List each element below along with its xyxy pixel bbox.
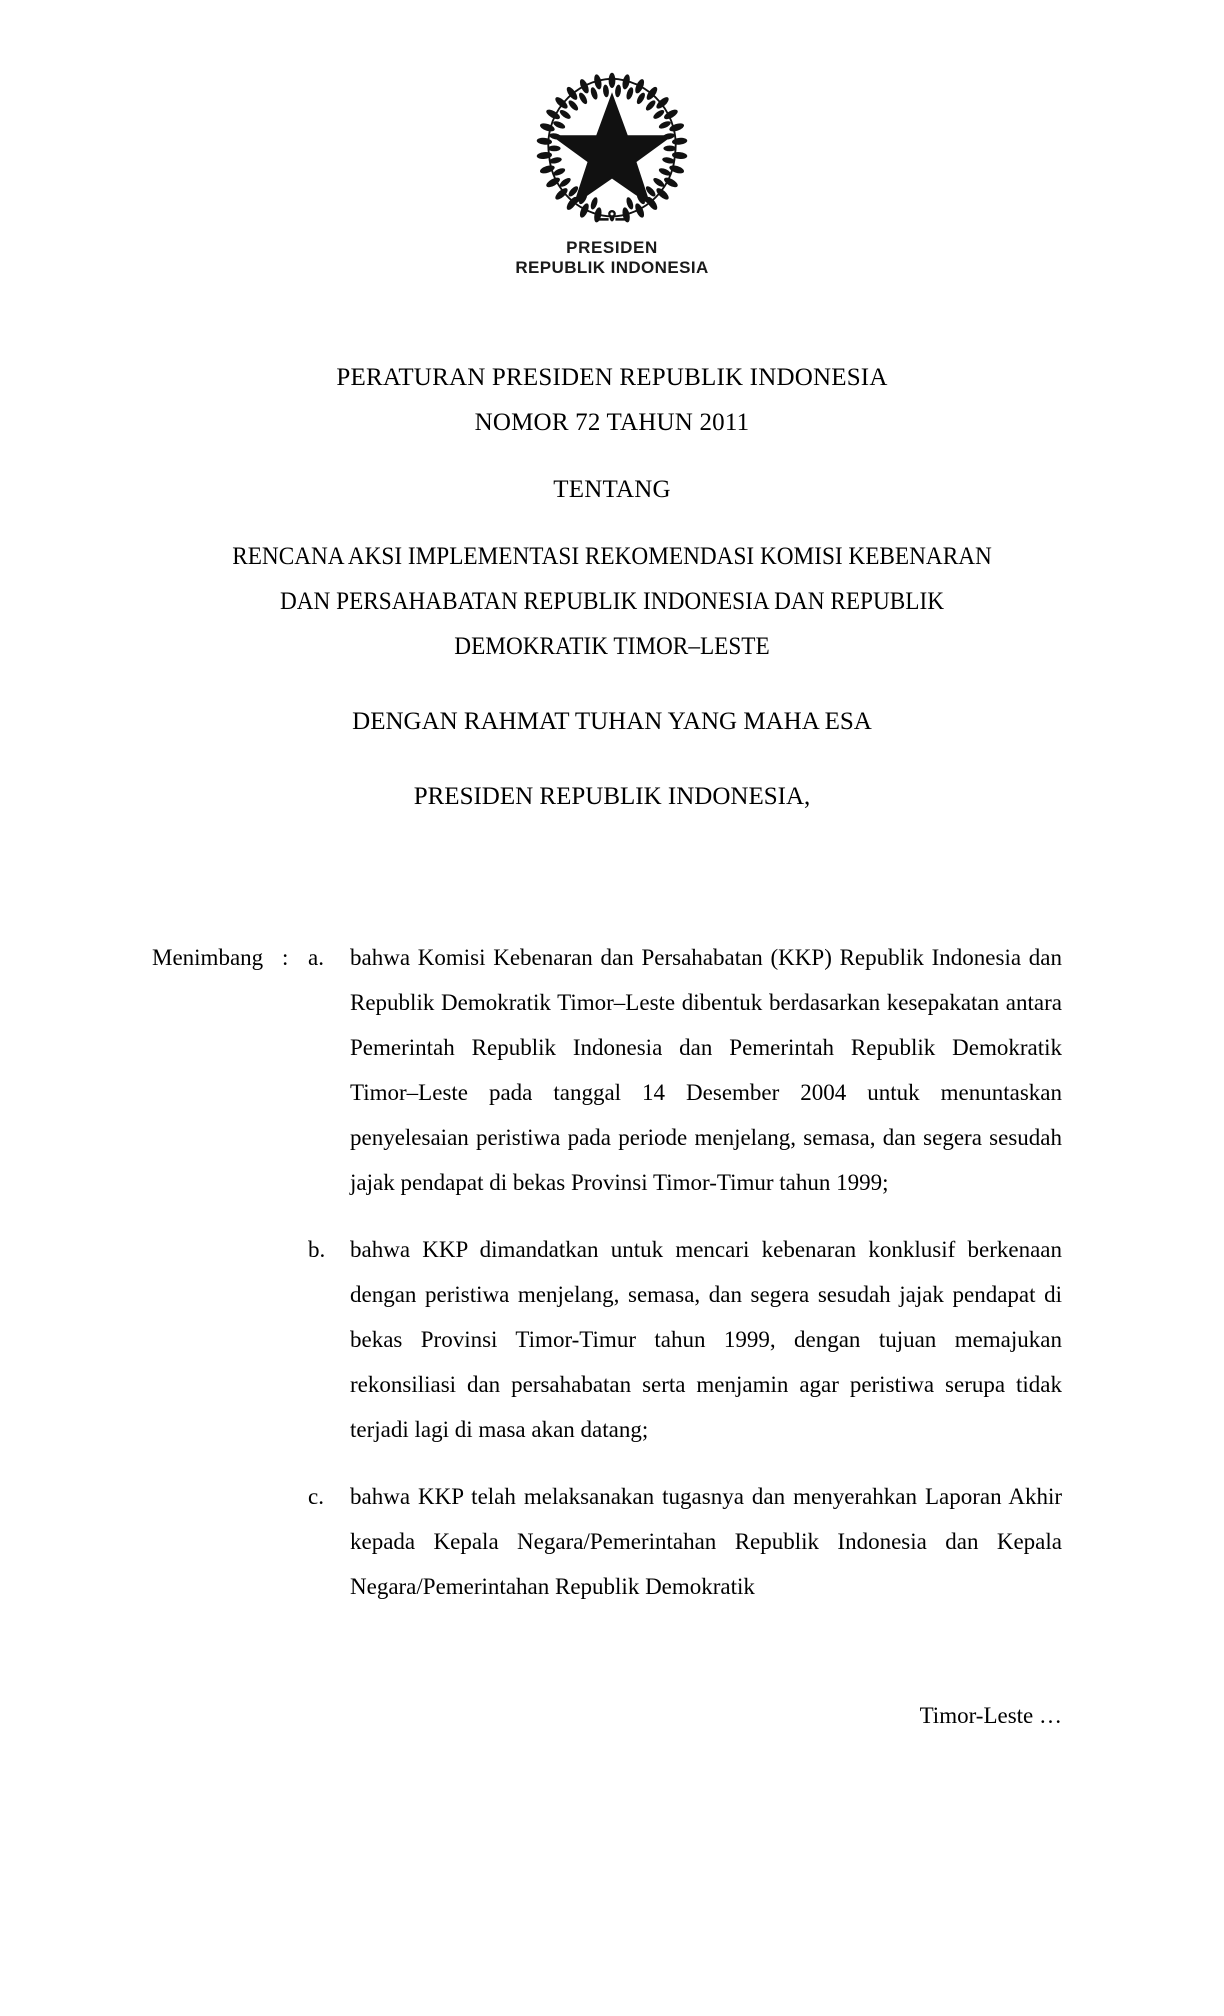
garuda-star-wreath-emblem [527, 60, 697, 230]
menimbang-label: Menimbang [152, 945, 264, 970]
clause-marker-a: a. [308, 945, 324, 970]
masthead-text [0, 238, 1224, 278]
menimbang-item-a [0, 935, 1224, 1205]
spacer [112, 445, 1112, 467]
title-block [112, 355, 1112, 819]
masthead-line-republik-indonesia: REPUBLIK INDONESIA [515, 258, 709, 277]
spacer [112, 512, 1112, 534]
subject-line-2: DAN PERSAHABATAN REPUBLIK INDONESIA DAN REPUBLIK [279, 588, 945, 615]
clause-marker-b: b. [308, 1237, 326, 1262]
masthead-line-presiden: PRESIDEN [566, 238, 658, 257]
clause-text-c: bahwa KKP telah melaksanakan tugasnya dan menyerahkan Laporan Akhir kepada Kepala Negara/Pemerintahan Republik Indonesia dan Kepala Negara/Pemerintahan Republik Demokratik [350, 1484, 1062, 1599]
subject-line-3: DEMOKRATIK TIMOR–LESTE [454, 633, 770, 660]
regulation-type-line: PERATURAN PRESIDEN REPUBLIK INDONESIA [336, 364, 888, 391]
spacer [0, 1205, 1224, 1227]
menimbang-section [0, 935, 1224, 1609]
spacer [112, 744, 1112, 774]
regulation-number-line: NOMOR 72 TAHUN 2011 [474, 409, 750, 436]
issuer-line: PRESIDEN REPUBLIK INDONESIA, [413, 783, 811, 810]
page-catchword: Timor-Leste … [919, 1703, 1062, 1728]
clause-text-b: bahwa KKP dimandatkan untuk mencari kebenaran konklusif berkenaan dengan peristiwa menjelang, semasa, dan segera sesudah jajak pendapat di bekas Provinsi Timor-Timur tahun 1999, dengan tujuan memajukan rekonsiliasi dan persahabatan serta menjamin agar peristiwa serupa tidak terjadi lagi di masa akan datang; [350, 1237, 1062, 1442]
spacer [112, 669, 1112, 699]
subject-line-1: RENCANA AKSI IMPLEMENTASI REKOMENDASI KOMISI KEBENARAN [232, 543, 992, 570]
clause-marker-c: c. [308, 1484, 324, 1509]
spacer [0, 1452, 1224, 1474]
clause-text-a: bahwa Komisi Kebenaran dan Persahabatan (KKP) Republik Indonesia dan Republik Demokratik Timor–Leste dibentuk berdasarkan kesepakatan antara Pemerintah Republik Indonesia dan Pemerintah Republik Demokratik Timor–Leste pada tanggal 14 Desember 2004 untuk menuntaskan penyelesaian peristiwa pada periode menjelang, semasa, dan segera sesudah jajak pendapat di bekas Provinsi Timor-Timur tahun 1999; [350, 945, 1062, 1195]
invocation-line: DENGAN RAHMAT TUHAN YANG MAHA ESA [352, 708, 872, 735]
masthead [0, 60, 1224, 278]
menimbang-item-c [0, 1474, 1224, 1609]
menimbang-colon: : [282, 945, 289, 970]
tentang-label: TENTANG [553, 476, 671, 503]
menimbang-item-b [0, 1227, 1224, 1452]
